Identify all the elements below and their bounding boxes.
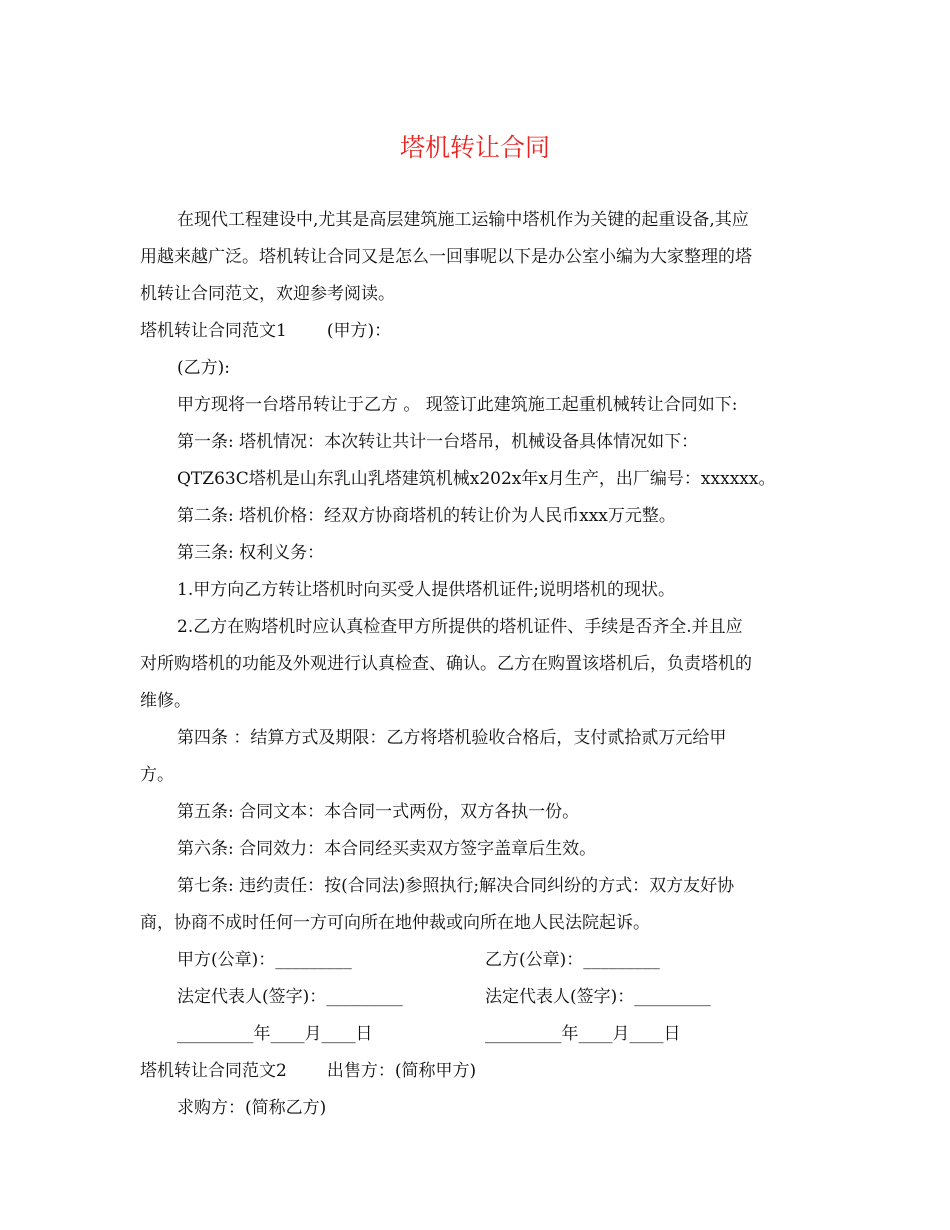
sample1-heading: 塔机转让合同范文1 bbox=[140, 321, 287, 341]
party-b-date-field: _________年____月____日 bbox=[485, 1024, 681, 1044]
signature-row-seal bbox=[140, 942, 820, 979]
party-b-seal-field: 乙方(公章)：_________ bbox=[485, 950, 660, 970]
signature-row-representative bbox=[140, 979, 820, 1016]
signature-row-date bbox=[140, 1016, 820, 1053]
sample2-heading-line bbox=[140, 1053, 820, 1090]
document-body bbox=[140, 202, 820, 1127]
article-3-item-2-line: 2.乙方在购塔机时应认真检查甲方所提供的塔机证件、手续是否齐全.并且应 bbox=[177, 617, 743, 637]
article-3-item-2-line: 对所购塔机的功能及外观进行认真检查、确认。乙方在购置该塔机后，负责塔机的 bbox=[140, 654, 752, 674]
sample1-heading-line bbox=[140, 313, 820, 350]
article-3-item-2-line: 维修。 bbox=[140, 691, 191, 711]
article-3: 第三条: 权利义务： bbox=[177, 543, 325, 563]
party-a-seal-field: 甲方(公章)：_________ bbox=[177, 950, 352, 970]
seller-label: 出售方：(简称甲方) bbox=[326, 1061, 477, 1081]
sample2-heading: 塔机转让合同范文2 bbox=[140, 1061, 287, 1081]
article-3-item-1: 1.甲方向乙方转让塔机时向买受人提供塔机证件;说明塔机的现状。 bbox=[177, 580, 675, 600]
article-4-line: 方。 bbox=[140, 765, 174, 785]
article-5: 第五条: 合同文本：本合同一式两份，双方各执一份。 bbox=[177, 802, 580, 822]
article-1-detail: QTZ63C塔机是山东乳山乳塔建筑机械x202x年x月生产，出厂编号：xxxxxx。 bbox=[177, 469, 776, 489]
document-title: 塔机转让合同 bbox=[399, 133, 550, 162]
article-7-line: 商，协商不成时任何一方可向所在地仲裁或向所在地人民法院起诉。 bbox=[140, 913, 650, 933]
article-1: 第一条: 塔机情况：本次转让共计一台塔吊，机械设备具体情况如下： bbox=[177, 432, 699, 452]
party-b-representative-field: 法定代表人(签字)：_________ bbox=[485, 987, 711, 1007]
party-b-label: (乙方): bbox=[177, 358, 230, 378]
article-7-line: 第七条: 违约责任：按(合同法)参照执行;解决合同纠纷的方式：双方友好协 bbox=[177, 876, 735, 896]
intro-line: 用越来越广泛。塔机转让合同又是怎么一回事呢以下是办公室小编为大家整理的塔 bbox=[140, 247, 752, 267]
party-a-date-field: _________年____月____日 bbox=[177, 1024, 373, 1044]
intro-line: 机转让合同范文，欢迎参考阅读。 bbox=[140, 284, 395, 304]
party-a-representative-field: 法定代表人(签字)：_________ bbox=[177, 987, 403, 1007]
intro-line: 在现代工程建设中,尤其是高层建筑施工运输中塔机作为关键的起重设备,其应 bbox=[177, 210, 749, 230]
article-6: 第六条: 合同效力：本合同经买卖双方签字盖章后生效。 bbox=[177, 839, 597, 859]
party-a-label: (甲方)： bbox=[326, 321, 392, 341]
contract-statement: 甲方现将一台塔吊转让于乙方 。 现签订此建筑施工起重机械转让合同如下: bbox=[177, 395, 738, 415]
article-4-line: 第四条 ：结算方式及期限：乙方将塔机验收合格后，支付贰拾贰万元给甲 bbox=[177, 728, 727, 748]
article-2: 第二条: 塔机价格：经双方协商塔机的转让价为人民币xxx万元整。 bbox=[177, 506, 676, 526]
buyer-label: 求购方：(简称乙方) bbox=[177, 1098, 327, 1118]
